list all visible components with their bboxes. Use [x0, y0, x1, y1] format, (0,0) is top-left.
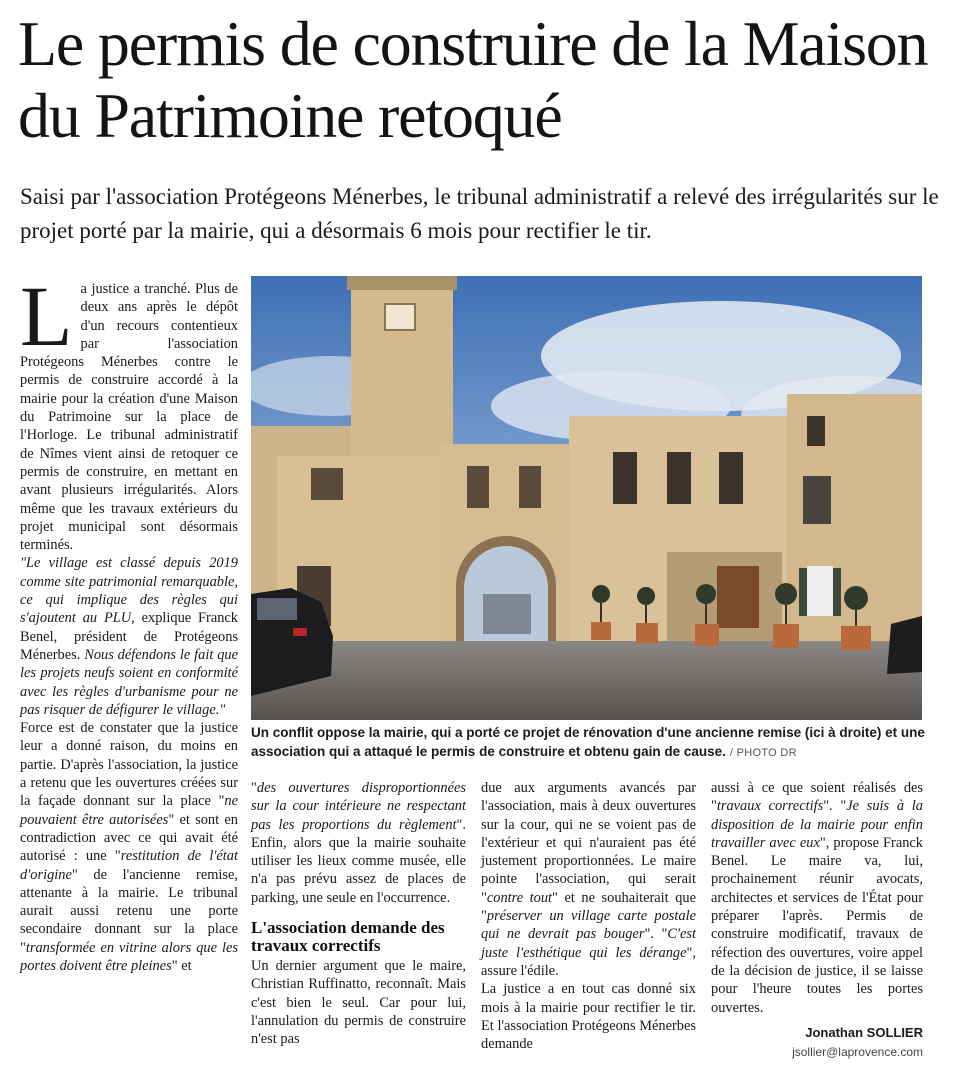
section-subhead: L'association demande des travaux correctifs [251, 918, 445, 956]
paragraph: Un dernier argument que le maire, Christian Ruffinatto, reconnaît. Mais c'est bien le seul. Car pour lui, l'annulation du permis de construire n'est pas [251, 958, 466, 1048]
article-column-1 [20, 268, 239, 975]
photo-caption: Un conflit oppose la mairie, qui a porté ce projet de rénovation d'une ancienne remise (ici à droite) et une association qui a attaqué le permis de construire et obtenu gain de cause. / PHOTO DR [251, 725, 925, 759]
photo-pavement [251, 641, 922, 720]
author-name: Jonathan SOLLIER [805, 1025, 923, 1040]
paragraph: aussi à ce que soient réalisés des "travaux correctifs". "Je suis à la disposition de la mairie pour enfin travailler avec eux", propose Franck Benel. Le maire va, lui, prochainement réunir avocats, architectes et services de l'État pour préparer l'après. Permis de construire modificatif, travaux de réfection des ouvertures, voire appel de la décision de justice, il se laisse pour l'heure toutes les portes ouvertes. [711, 780, 923, 1016]
paragraph: La justice a en tout cas donné six mois à la mairie pour rectifier le tir. Et l'association Protégeons Ménerbes demande [481, 981, 696, 1053]
paragraph: due aux arguments avancés par l'association, mais à deux ouvertures sur la cour, qui ne se voient pas de l'extérieur et qui n'auraient pas été justement proportionnées. Le maire pointe l'association, qui serait "contre tout" et ne souhaiterait que "préserver un village carte postale qui ne devrait pas bouger". "C'est juste l'esthétique qui les dérange", assure l'édile. [481, 780, 696, 979]
quote-paragraph: "Le village est classé depuis 2019 comme site patrimonial remarquable, ce qui implique des règles qui s'ajoutent au PLU, explique Franck Benel, président de Protégeons Ménerbes. Nous défendons le fait que les projets neufs soient en conformité avec les règles d'urbanisme pour ne pas risquer de défigurer le village." [20, 555, 239, 718]
paragraph: "des ouvertures disproportionnées sur la cour intérieure ne respectant pas les proportions du règlement". Enfin, alors que la mairie souhaite utiliser les lieux comme musée, elle n'a pas prévu assez de places de parking, une seule en l'occurrence. [251, 780, 466, 906]
drop-cap: L [20, 268, 73, 364]
headline: Le permis de construire de la Maison du Patrimoine retoqué [18, 8, 928, 151]
standfirst: Saisi par l'association Protégeons Ménerbes, le tribunal administratif a relevé des irrégularités sur le projet porté par la mairie, qui a désormais 6 mois pour rectifier le tir. [20, 184, 939, 243]
article-photo [251, 276, 922, 720]
author-email[interactable]: jsollier@laprovence.com [792, 1045, 923, 1059]
article-column-4 [711, 779, 923, 1017]
paragraph: Force est de constater que la justice leur a donné raison, du moins en partie. D'après l'association, la justice a retenu que les ouvertures créées sur la façade donnant sur la place "ne pouvaient être autorisées" et sont en contradiction avec ce qui avait été autorisé : une "restitution de l'état d'origine" de l'ancienne remise, attenante à la mairie. Le tribunal aurait aussi retenu une porte secondaire donnant sur la place "transformée en vitrine alors que les portes doivent être pleines" et [20, 720, 238, 974]
paragraph: La justice a tranché. Plus de deux ans après le dépôt d'un recours contentieux par l'association Protégeons Ménerbes contre le permis de construire accordé à la mairie pour la création d'une Maison du Patrimoine sur la place de l'Horloge. Le tribunal administratif de Nîmes vient ainsi de retoquer ce permis de construire, en mettant en avant plusieurs irrégularités. Alors même que les travaux extérieurs du projet municipal sont désormais terminés. [20, 268, 238, 554]
article-column-2 [251, 779, 466, 1049]
article-column-3 [481, 779, 696, 1053]
photo-credit: / PHOTO DR [729, 747, 797, 759]
